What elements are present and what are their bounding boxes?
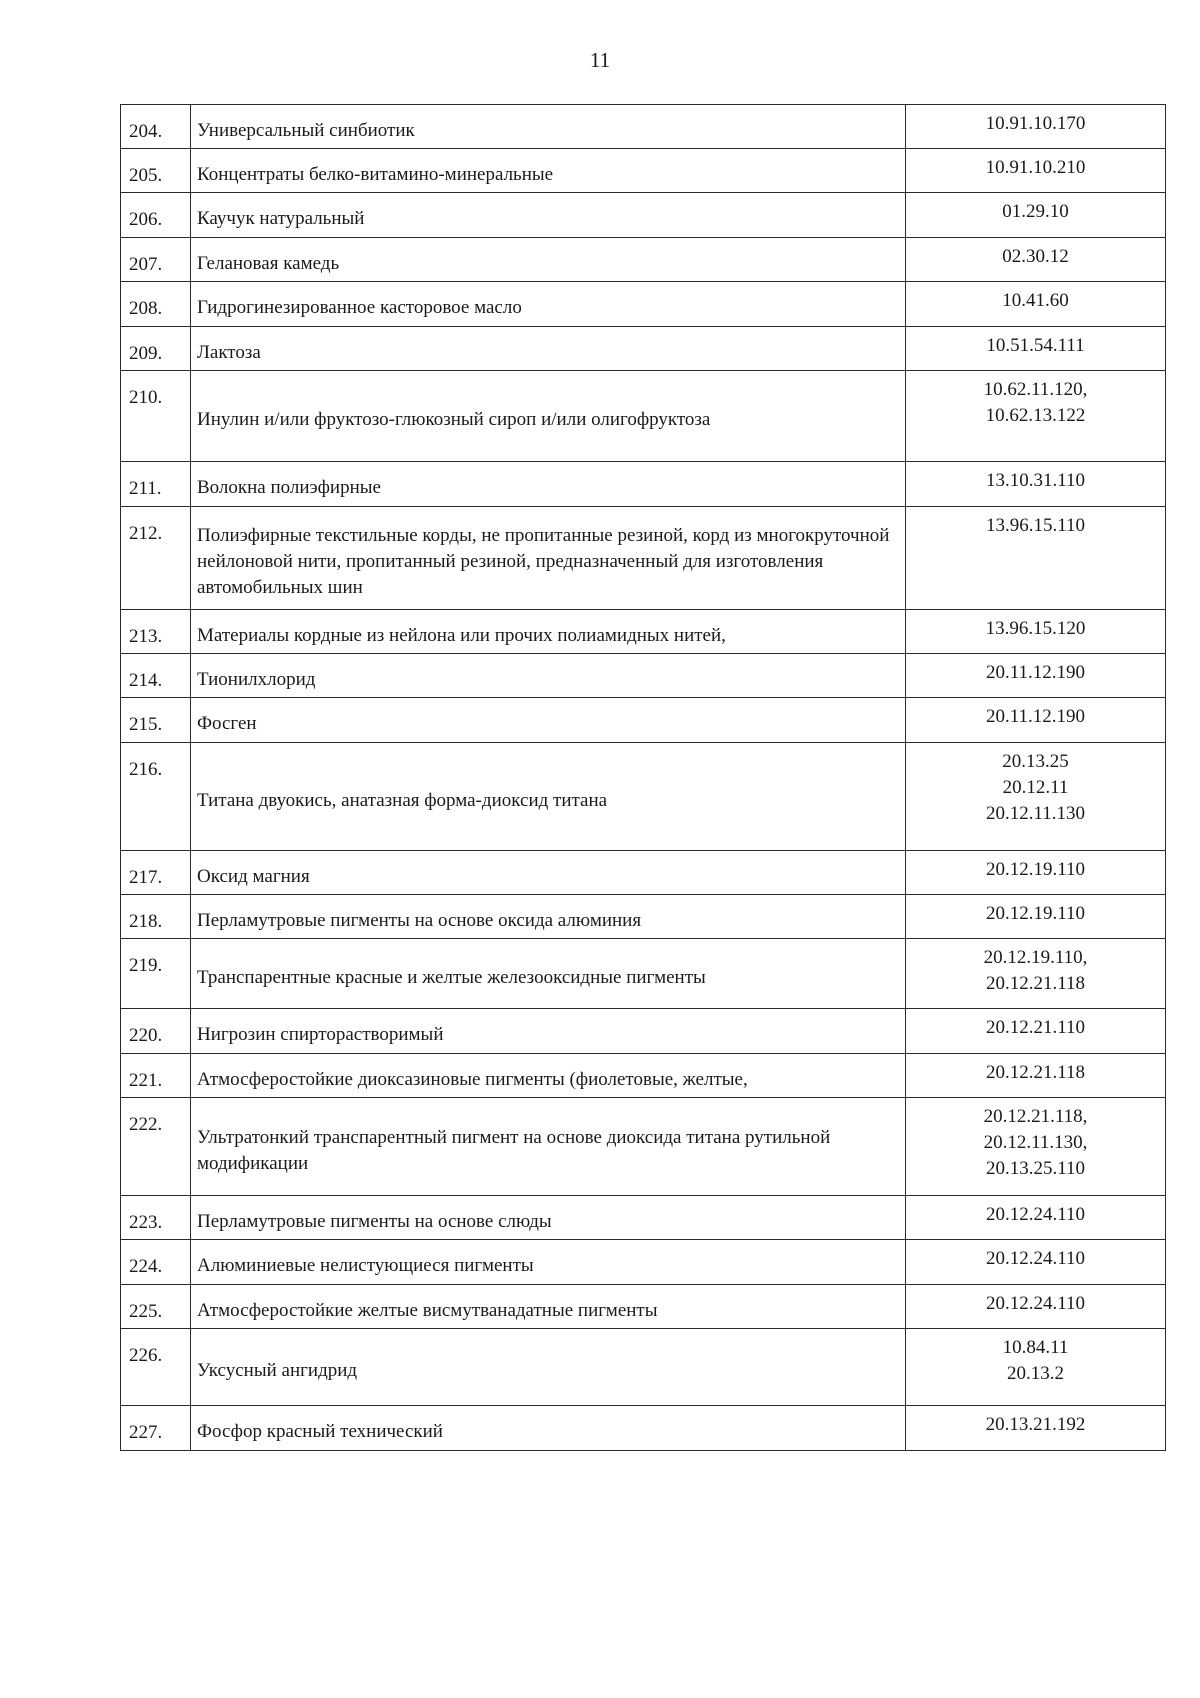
- row-number: 222.: [121, 1098, 191, 1196]
- okpd-code-cell: [906, 507, 1166, 610]
- row-number: 227.: [121, 1406, 191, 1451]
- okpd-code-cell: [906, 105, 1166, 149]
- product-name: Атмосферостойкие желтые висмутванадатные пигменты: [191, 1285, 906, 1329]
- table-row: [121, 371, 1166, 462]
- okpd-code-cell: [906, 1240, 1166, 1285]
- product-name: Гидрогинезированное касторовое масло: [191, 282, 906, 327]
- product-name: Гелановая камедь: [191, 238, 906, 282]
- row-number: 225.: [121, 1285, 191, 1329]
- okpd-code: 10.84.11: [1002, 1337, 1069, 1358]
- row-number: 207.: [121, 238, 191, 282]
- table-row: [121, 1054, 1166, 1098]
- table-row: [121, 105, 1166, 149]
- okpd-code: 20.12.21.110: [985, 1017, 1086, 1038]
- okpd-code-cell: [906, 149, 1166, 193]
- okpd-code: 02.30.12: [1002, 246, 1069, 267]
- okpd-code-cell: [906, 371, 1166, 462]
- product-name: Уксусный ангидрид: [191, 1329, 906, 1406]
- okpd-code-cell: [906, 698, 1166, 743]
- table-row: [121, 895, 1166, 939]
- product-name: Фосген: [191, 698, 906, 743]
- okpd-code: 20.12.11.130: [985, 803, 1086, 824]
- okpd-code-cell: [906, 743, 1166, 851]
- okpd-code-cell: [906, 895, 1166, 939]
- row-number: 216.: [121, 743, 191, 851]
- row-number: 210.: [121, 371, 191, 462]
- product-name: Каучук натуральный: [191, 193, 906, 238]
- table-row: [121, 939, 1166, 1009]
- okpd-code: 20.12.21.118,: [983, 1106, 1088, 1127]
- okpd-code-cell: [906, 1285, 1166, 1329]
- table-row: [121, 149, 1166, 193]
- okpd-code: 10.91.10.170: [985, 113, 1086, 134]
- okpd-code: 20.11.12.190: [985, 662, 1086, 683]
- table-row: [121, 193, 1166, 238]
- product-name: Инулин и/или фруктозо-глюкозный сироп и/или олигофруктоза: [191, 371, 906, 462]
- table-row: [121, 462, 1166, 507]
- okpd-code: 13.96.15.120: [985, 618, 1086, 639]
- product-name: Перламутровые пигменты на основе слюды: [191, 1196, 906, 1240]
- table-row: [121, 1240, 1166, 1285]
- okpd-code: 20.12.19.110: [985, 903, 1086, 924]
- okpd-code: 13.10.31.110: [985, 470, 1086, 491]
- row-number: 226.: [121, 1329, 191, 1406]
- okpd-code: 20.12.19.110: [985, 859, 1086, 880]
- row-number: 211.: [121, 462, 191, 507]
- table-row: [121, 743, 1166, 851]
- okpd-code-cell: [906, 462, 1166, 507]
- row-number: 215.: [121, 698, 191, 743]
- table-row: [121, 1285, 1166, 1329]
- product-name: Волокна полиэфирные: [191, 462, 906, 507]
- product-name: Лактоза: [191, 327, 906, 371]
- table-row: [121, 1009, 1166, 1054]
- okpd-code-cell: [906, 193, 1166, 238]
- row-number: 224.: [121, 1240, 191, 1285]
- row-number: 209.: [121, 327, 191, 371]
- okpd-code: 20.13.2: [1007, 1363, 1064, 1384]
- row-number: 205.: [121, 149, 191, 193]
- okpd-code: 01.29.10: [1002, 201, 1069, 222]
- okpd-code: 13.96.15.110: [985, 515, 1086, 536]
- product-name: Полиэфирные текстильные корды, не пропитанные резиной, корд из многокруточной нейлоновой нити, пропитанный резиной, предназначенный для изготовления автомобильных шин: [191, 507, 906, 610]
- table-row: [121, 327, 1166, 371]
- okpd-code: 20.12.21.118: [985, 1062, 1086, 1083]
- product-name: Алюминиевые нелистующиеся пигменты: [191, 1240, 906, 1285]
- row-number: 218.: [121, 895, 191, 939]
- table-row: [121, 698, 1166, 743]
- product-name: Материалы кордные из нейлона или прочих полиамидных нитей,: [191, 610, 906, 654]
- table-row: [121, 1406, 1166, 1451]
- okpd-code-cell: [906, 1098, 1166, 1196]
- okpd-code-cell: [906, 1196, 1166, 1240]
- okpd-code: 10.41.60: [1002, 290, 1069, 311]
- table-row: [121, 851, 1166, 895]
- okpd-code-cell: [906, 1329, 1166, 1406]
- okpd-code: 20.12.24.110: [985, 1293, 1086, 1314]
- okpd-code-cell: [906, 654, 1166, 698]
- product-name: Ультратонкий транспарентный пигмент на основе диоксида титана рутильной модификации: [191, 1098, 906, 1196]
- okpd-code: 20.12.19.110,: [983, 947, 1088, 968]
- row-number: 223.: [121, 1196, 191, 1240]
- table-row: [121, 238, 1166, 282]
- okpd-code: 20.13.25: [1002, 751, 1069, 772]
- row-number: 221.: [121, 1054, 191, 1098]
- product-name: Нигрозин спирторастворимый: [191, 1009, 906, 1054]
- row-number: 213.: [121, 610, 191, 654]
- okpd-code: 20.12.21.118: [985, 973, 1086, 994]
- okpd-code-cell: [906, 282, 1166, 327]
- row-number: 208.: [121, 282, 191, 327]
- okpd-code-cell: [906, 851, 1166, 895]
- product-name: Атмосферостойкие диоксазиновые пигменты (фиолетовые, желтые,: [191, 1054, 906, 1098]
- okpd-code-cell: [906, 327, 1166, 371]
- okpd-code: 10.51.54.111: [986, 335, 1085, 356]
- okpd-code: 10.62.13.122: [985, 405, 1086, 426]
- table-row: [121, 507, 1166, 610]
- okpd-code: 20.13.21.192: [985, 1414, 1086, 1435]
- row-number: 206.: [121, 193, 191, 238]
- row-number: 220.: [121, 1009, 191, 1054]
- okpd-code: 20.12.24.110: [985, 1248, 1086, 1269]
- product-name: Фосфор красный технический: [191, 1406, 906, 1451]
- okpd-code: 20.13.25.110: [985, 1158, 1086, 1179]
- okpd-code-cell: [906, 1009, 1166, 1054]
- table-row: [121, 610, 1166, 654]
- okpd-code-cell: [906, 1406, 1166, 1451]
- okpd-code-cell: [906, 238, 1166, 282]
- row-number: 214.: [121, 654, 191, 698]
- okpd-code: 20.12.11: [1002, 777, 1069, 798]
- table-row: [121, 282, 1166, 327]
- okpd-code-cell: [906, 939, 1166, 1009]
- okpd-code: 20.12.24.110: [985, 1204, 1086, 1225]
- okpd-code: 20.11.12.190: [985, 706, 1086, 727]
- table-row: [121, 1329, 1166, 1406]
- product-name: Концентраты белко-витамино-минеральные: [191, 149, 906, 193]
- product-name: Перламутровые пигменты на основе оксида алюминия: [191, 895, 906, 939]
- product-name: Универсальный синбиотик: [191, 105, 906, 149]
- table-row: [121, 1196, 1166, 1240]
- product-code-table: [120, 104, 1166, 1451]
- okpd-code: 10.62.11.120,: [983, 379, 1088, 400]
- row-number: 212.: [121, 507, 191, 610]
- product-name: Титана двуокись, анатазная форма-диоксид титана: [191, 743, 906, 851]
- table-row: [121, 654, 1166, 698]
- okpd-code-cell: [906, 610, 1166, 654]
- product-name: Транспарентные красные и желтые железооксидные пигменты: [191, 939, 906, 1009]
- table-row: [121, 1098, 1166, 1196]
- table-body: [121, 105, 1166, 1451]
- row-number: 217.: [121, 851, 191, 895]
- product-name: Оксид магния: [191, 851, 906, 895]
- page-number: 11: [589, 48, 611, 72]
- okpd-code: 20.12.11.130,: [983, 1132, 1088, 1153]
- product-name: Тионилхлорид: [191, 654, 906, 698]
- row-number: 219.: [121, 939, 191, 1009]
- okpd-code: 10.91.10.210: [985, 157, 1086, 178]
- row-number: 204.: [121, 105, 191, 149]
- okpd-code-cell: [906, 1054, 1166, 1098]
